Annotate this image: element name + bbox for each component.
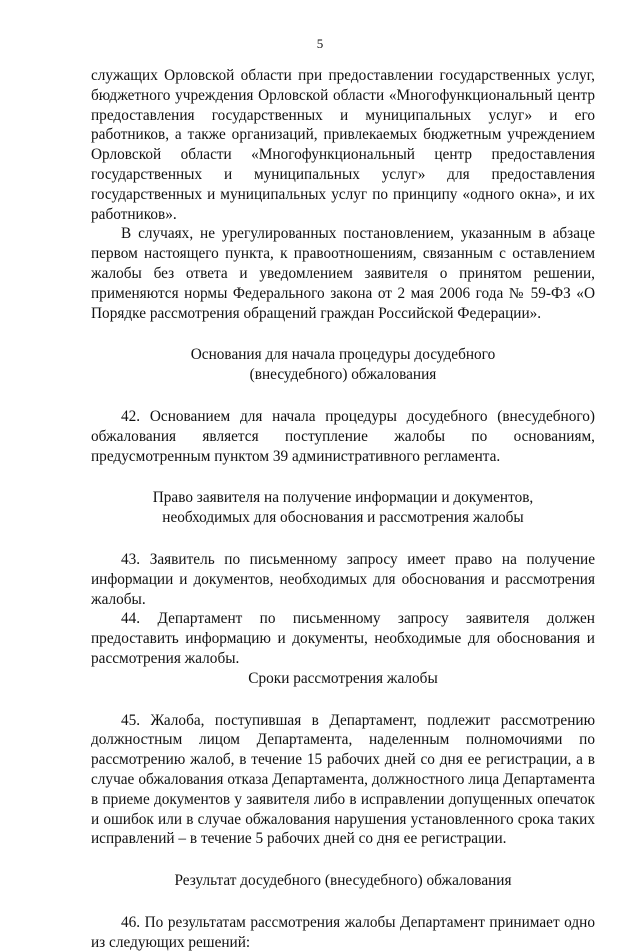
section-heading-terms: Сроки рассмотрения жалобы [248, 669, 438, 687]
section-heading-grounds [91, 345, 595, 385]
document-body [91, 66, 595, 952]
section-heading-result: Результат досудебного (внесудебного) обжалования [174, 872, 512, 890]
paragraph-continuation: служащих Орловской области при предоставлении государственных услуг, бюджетного учреждения Орловской области «Многофункциональный центр предоставления государственных и муниципальных услуг» и его работников, а также организаций, привлекаемых бюджетным учреждением Орловской области «Многофункциональный центр предоставления государственных и муниципальных услуг» для предоставления государственных и муниципальных услуг по принципу «одного окна», и их работников». [91, 67, 595, 223]
heading-line: Основания для начала процедуры досудебного [190, 346, 496, 364]
heading-line: Право заявителя на получение информации и документов, [152, 489, 534, 507]
heading-line: необходимых для обоснования и рассмотрения жалобы [162, 509, 524, 527]
paragraph-45: 45. Жалоба, поступившая в Департамент, подлежит рассмотрению должностным лицом Департамента, наделенным полномочиями по рассмотрению жалоб, в течение 15 рабочих дней со дня ее регистрации, а в случае обжалования отказа Департамента, должностного лица Департамента в приеме документов у заявителя либо в исправлении допущенных опечаток и ошибок или в случае обжалования нарушения установленного срока таких исправлений – в течение 5 рабочих дней со дня ее регистрации. [91, 711, 595, 848]
paragraph-46: 46. По результатам рассмотрения жалобы Департамент принимает одно из следующих решений: [91, 913, 595, 951]
heading-line: (внесудебного) обжалования [249, 366, 437, 384]
paragraph-cases: В случаях, не урегулированных постановлением, указанным в абзаце первом настоящего пункта, к правоотношениям, связанным с оставлением жалобы без ответа и уведомлением заявителя о принятом решении, применяются нормы Федерального закона от 2 мая 2006 года № 59-ФЗ «О Порядке рассмотрения обращений граждан Российской Федерации». [91, 225, 595, 322]
page-number: 5 [316, 36, 324, 51]
section-heading-rights [91, 488, 595, 528]
paragraph-43: 43. Заявитель по письменному запросу имеет право на получение информации и документов, необходимых для обоснования и рассмотрения жалобы. [91, 550, 595, 608]
paragraph-44: 44. Департамент по письменному запросу заявителя должен предоставить информацию и документы, необходимые для обоснования и рассмотрения жалобы. [91, 610, 595, 667]
paragraph-42: 42. Основанием для начала процедуры досудебного (внесудебного) обжалования является поступление жалобы по основаниям, предусмотренным пунктом 39 административного регламента. [91, 407, 595, 465]
